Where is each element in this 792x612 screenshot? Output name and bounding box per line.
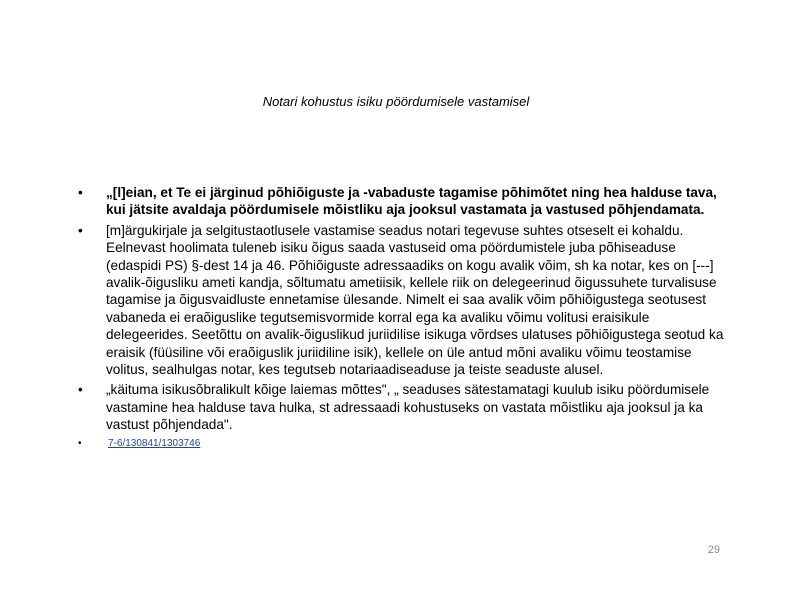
bullet-text: „[l]eian, et Te ei järginud põhiõiguste ja -vabaduste tagamise põhimõtet ning hea halduse tava, kui jätsite avaldaja pöördumisele mõistliku aja jooksul vastamata ja vastused põhjendamata. (106, 185, 717, 218)
reference-link[interactable]: 7-6/130841/1303746 (108, 437, 201, 449)
bullet-item (78, 381, 728, 433)
slide-title: Notari kohustus isiku pöördumisele vastamisel (262, 94, 530, 109)
bullet-item (78, 437, 728, 451)
bullet-marker: • (78, 222, 83, 238)
page-number: 29 (707, 544, 720, 556)
bullet-marker: • (78, 185, 83, 200)
bullet-item (78, 184, 728, 219)
bullet-list (78, 184, 728, 454)
bullet-marker: • (78, 437, 82, 449)
bullet-item (78, 222, 728, 379)
bullet-text: [m]ärgukirjale ja selgitustaotlusele vastamise seadus notari tegevuse suhtes otseselt ei kohaldu. Eelnevast hoolimata tuleneb isiku õigus saada vastuseid oma pöördumistele juba põhiseaduse (edaspidi PS) §-dest 14 ja 46. Põhiõiguste adressaadiks on kogu avalik võim, sh ka notar, kes on [---] avalik-õigusliku ameti kandja, sõltumatu ametiisik, kellele riik on delegeerinud õigussuhete turvalisuse tagamise ja õigusvaidluste ennetamise ülesande. Nimelt ei saa avalik võim põhiõigustega seotusest vabaneda ei eraõiguslike tegutsemisvormide korral ega ka avaliku võimu volitusi eraisikule delegeerides. Seetõttu on avalik-õiguslikud juriidilise isikuga võrdses ulatuses põhiõigustega seotud ka eraisik (füüsiline või eraõiguslik juriidiline isik), kellele on üle antud mõni avaliku võimu teostamise volitus, sealhulgas notar, kes tegutseb notariaadiseaduse ja teiste seaduste alusel. (106, 222, 724, 378)
bullet-marker: • (78, 382, 83, 398)
bullet-text: „käituma isikusõbralikult kõige laiemas mõttes", „ seaduses sätestamatagi kuulub isiku pöördumisele vastamine hea halduse tava hulka, st adressaadi kohustuseks on vastata mõistliku aja jooksul ja ka vastust põhjendada". (106, 382, 710, 433)
